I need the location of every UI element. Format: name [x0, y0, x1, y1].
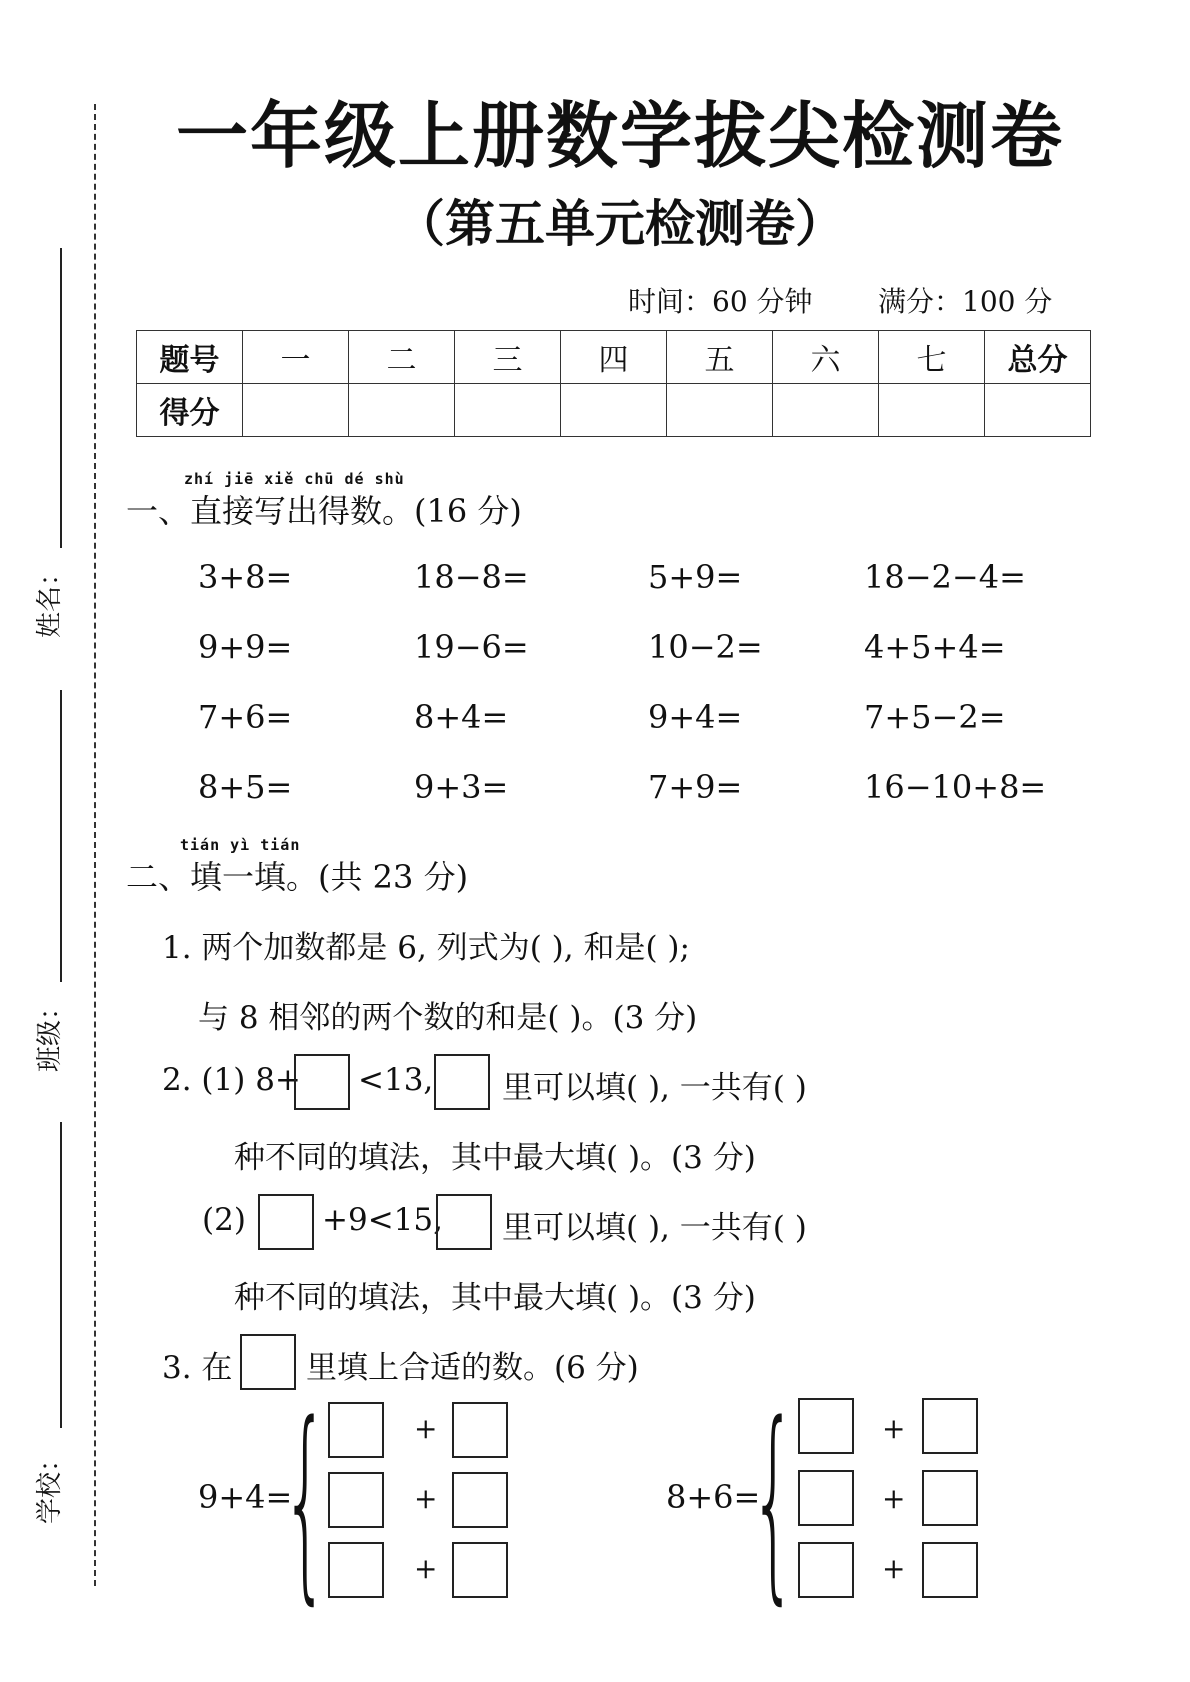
score-table-header-row [137, 331, 1091, 384]
score-cell-blank[interactable] [773, 384, 879, 437]
answer-box[interactable] [328, 1542, 384, 1598]
score-cell-blank[interactable] [561, 384, 667, 437]
plus-sign: + [882, 1482, 906, 1515]
equation: 19−6= [414, 628, 529, 666]
score-cell-blank[interactable] [985, 384, 1091, 437]
score-table-score-row [137, 384, 1091, 437]
q1-line2: 与 8 相邻的两个数的和是( )。(3 分) [198, 1000, 698, 1036]
q3-suffix: 里填上合适的数。(6 分) [306, 1350, 639, 1386]
page-subtitle: （第五单元检测卷） [395, 195, 845, 253]
score-cell-header: 六 [773, 331, 879, 384]
q2-1-line2: 种不同的填法，其中最大填( )。(3 分) [234, 1140, 756, 1176]
plus-sign: + [414, 1482, 438, 1515]
equation: 9+3= [414, 768, 509, 806]
score-cell-header: 题号 [137, 331, 243, 384]
q2-1-prefix: 2. (1) 8+ [162, 1062, 301, 1098]
time-limit: 时间：60 分钟 [628, 285, 813, 318]
plus-sign: + [414, 1412, 438, 1445]
school-label: 学校： [35, 1445, 65, 1524]
score-cell-blank[interactable] [455, 384, 561, 437]
q1-line1: 1. 两个加数都是 6, 列式为( ), 和是( ); [162, 930, 690, 966]
equation: 7+5−2= [864, 698, 1006, 736]
score-table [136, 330, 1091, 437]
plus-sign: + [882, 1412, 906, 1445]
name-label: 姓名： [35, 559, 65, 638]
equation: 8+5= [198, 768, 293, 806]
brace-left: { [282, 1378, 329, 1623]
answer-box[interactable] [452, 1402, 508, 1458]
full-score: 满分：100 分 [878, 285, 1053, 318]
q3-prefix: 3. 在 [162, 1350, 233, 1386]
score-cell-header: 五 [667, 331, 773, 384]
q2-2-mid: +9<15, [322, 1202, 443, 1238]
score-cell-header: 七 [879, 331, 985, 384]
plus-sign: + [414, 1552, 438, 1585]
answer-box[interactable] [922, 1398, 978, 1454]
section1-pinyin: zhí jiē xiě chū dé shù [184, 470, 405, 488]
section1-points: (16 分) [414, 492, 522, 530]
section1-title: 一、直接写出得数。 [126, 492, 415, 530]
answer-box[interactable] [922, 1470, 978, 1526]
q2-2-line2: 种不同的填法，其中最大填( )。(3 分) [234, 1280, 756, 1316]
answer-box[interactable] [798, 1542, 854, 1598]
answer-box[interactable] [922, 1542, 978, 1598]
q2-2-suffix: 里可以填( ), 一共有( ) [502, 1210, 807, 1246]
section2-heading [126, 852, 468, 898]
score-cell-blank[interactable] [667, 384, 773, 437]
q2-2-prefix: (2) [202, 1202, 246, 1238]
answer-box[interactable] [436, 1194, 492, 1250]
answer-box[interactable] [798, 1398, 854, 1454]
equation: 8+4= [414, 698, 509, 736]
equation: 9+4= [648, 698, 743, 736]
q2-1-suffix: 里可以填( ), 一共有( ) [502, 1070, 807, 1106]
answer-box[interactable] [434, 1054, 490, 1110]
equation: 10−2= [648, 628, 763, 666]
answer-box[interactable] [294, 1054, 350, 1110]
score-cell-blank[interactable] [879, 384, 985, 437]
section2-pinyin: tián yì tián [180, 836, 301, 854]
score-cell-header: 三 [455, 331, 561, 384]
equation: 16−10+8= [864, 768, 1047, 806]
answer-box[interactable] [258, 1194, 314, 1250]
score-cell-header: 四 [561, 331, 667, 384]
equation: 7+6= [198, 698, 293, 736]
equation: 9+9= [198, 628, 293, 666]
brace-right: { [750, 1378, 797, 1623]
equation: 18−2−4= [864, 558, 1026, 596]
equation: 5+9= [648, 558, 743, 596]
score-cell-blank[interactable] [349, 384, 455, 437]
score-cell-header: 二 [349, 331, 455, 384]
equation: 4+5+4= [864, 628, 1006, 666]
equation: 7+9= [648, 768, 743, 806]
section1-heading [126, 486, 522, 532]
name-fill-line [60, 248, 62, 548]
score-row-label: 得分 [137, 384, 243, 437]
answer-box[interactable] [328, 1472, 384, 1528]
decompose-expr-right: 8+6= [666, 1478, 761, 1516]
plus-sign: + [882, 1552, 906, 1585]
section2-title: 二、填一填。 [126, 858, 319, 896]
answer-box[interactable] [328, 1402, 384, 1458]
answer-box[interactable] [798, 1470, 854, 1526]
class-fill-line [60, 690, 62, 982]
equation: 3+8= [198, 558, 293, 596]
school-fill-line [60, 1122, 62, 1428]
equation: 18−8= [414, 558, 529, 596]
answer-box[interactable] [452, 1542, 508, 1598]
q2-1-mid: <13, [358, 1062, 434, 1098]
score-cell-header: 一 [243, 331, 349, 384]
binding-dashed-line [94, 104, 96, 1586]
page-title: 一年级上册数学拔尖检测卷 [175, 94, 1064, 178]
section2-points: (共 23 分) [318, 858, 469, 896]
score-cell-header: 总分 [985, 331, 1091, 384]
score-cell-blank[interactable] [243, 384, 349, 437]
answer-box[interactable] [452, 1472, 508, 1528]
class-label: 班级： [35, 993, 65, 1072]
decompose-expr-left: 9+4= [198, 1478, 293, 1516]
